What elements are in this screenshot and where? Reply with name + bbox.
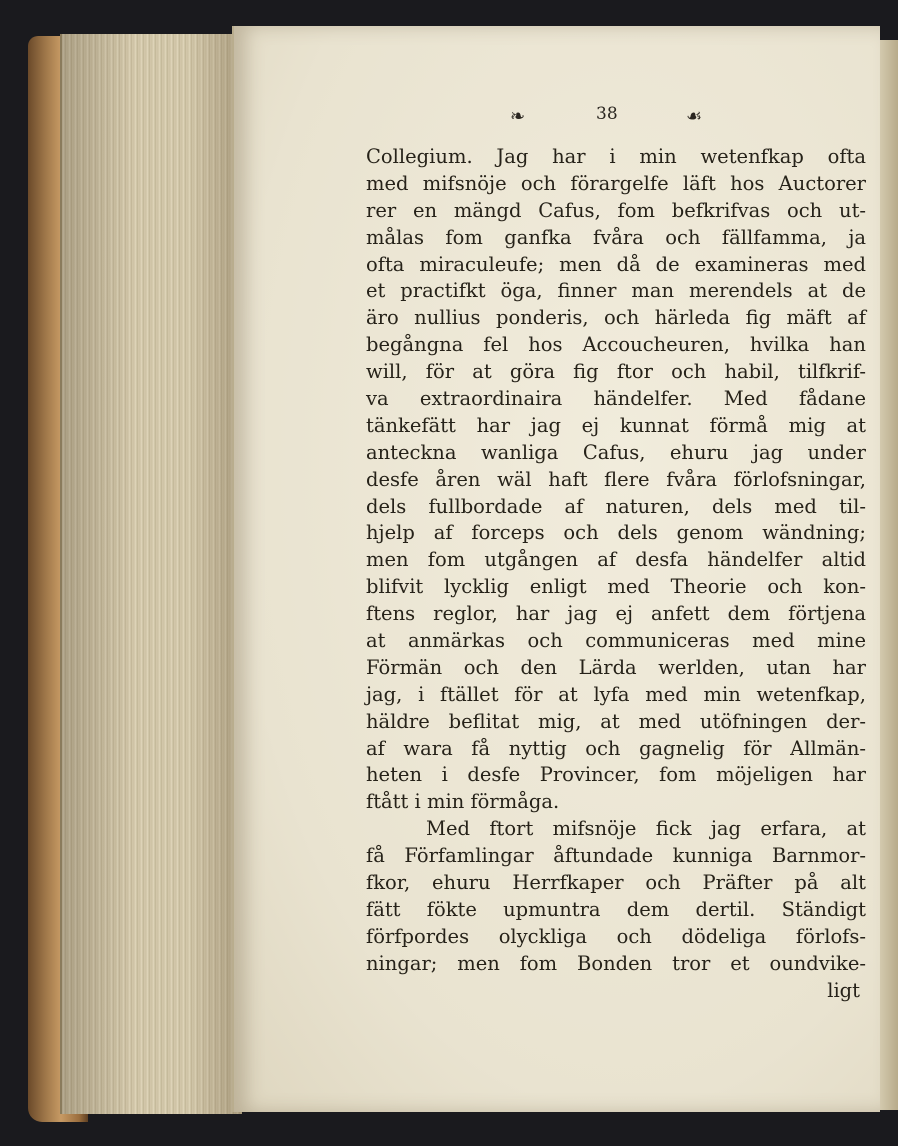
page-header bbox=[234, 104, 880, 134]
text-line: dels fullbordade af naturen, dels med til- bbox=[366, 494, 866, 518]
text-line: af wara få nyttig och gagnelig för Allmän- bbox=[366, 736, 866, 760]
text-line: men fom utgången af desfa händelfer altid bbox=[366, 548, 866, 572]
ornament-right-icon: ☙ bbox=[686, 106, 703, 127]
text-line: ftått i min förmåga. bbox=[366, 790, 560, 814]
text-line: med mifsnöje och förargelfe läft hos Auctorer bbox=[366, 171, 866, 195]
text-line: rer en mängd Cafus, fom befkrifvas och ut- bbox=[366, 198, 866, 222]
text-line: will, för at göra fig ftor och habil, tilfkrif- bbox=[366, 360, 866, 384]
text-line: fätt fökte upmuntra dem dertil. Ständigt bbox=[366, 897, 866, 921]
text-line: Förmän och den Lärda werlden, utan har bbox=[366, 655, 866, 679]
text-line: förfpordes olyckliga och dödeliga förlofs- bbox=[366, 924, 866, 948]
text-line: målas fom ganfka fvåra och fällfamma, ja bbox=[366, 225, 866, 249]
body-text bbox=[366, 144, 866, 1005]
text-line: Collegium. Jag har i min wetenfkap ofta bbox=[366, 145, 866, 168]
text-line: Med ftort mifsnöje fick jag erfara, at bbox=[426, 817, 866, 841]
text-line: desfe åren wäl haft flere fvåra förlofsningar, bbox=[366, 467, 866, 491]
text-line: ofta miraculeufe; men då de examineras med bbox=[366, 252, 866, 276]
text-line: äro nullius ponderis, och härleda fig mäft af bbox=[366, 306, 866, 330]
text-line: begångna fel hos Accoucheuren, hvilka han bbox=[366, 333, 866, 357]
text-line: fkor, ehuru Herrfkaper och Präfter på alt bbox=[366, 871, 866, 895]
catchword: ligt bbox=[827, 978, 860, 1002]
page-number: 38 bbox=[596, 104, 618, 124]
text-line: jag, i ftället för at lyfa med min wetenfkap, bbox=[366, 682, 866, 706]
text-line: häldre beflitat mig, at med utöfningen der- bbox=[366, 709, 866, 733]
text-line: blifvit lycklig enligt med Theorie och kon- bbox=[366, 575, 866, 599]
text-line: va extraordinaira händelfer. Med fådane bbox=[366, 387, 866, 411]
text-line: at anmärkas och communiceras med mine bbox=[366, 629, 866, 653]
text-line: anteckna wanliga Cafus, ehuru jag under bbox=[366, 440, 866, 464]
text-line: et practifkt öga, finner man merendels at de bbox=[366, 279, 866, 303]
text-line: ftens reglor, har jag ej anfett dem förtjena bbox=[366, 602, 866, 626]
book-page bbox=[232, 26, 880, 1112]
ornament-left-icon: ❧ bbox=[510, 106, 526, 127]
text-line: ningar; men fom Bonden tror et oundvike- bbox=[366, 951, 866, 975]
text-line: heten i desfe Provincer, fom möjeligen har bbox=[366, 763, 866, 787]
text-line: hjelp af forceps och dels genom wändning; bbox=[366, 521, 866, 545]
text-line: få Förfamlingar åftundade kunniga Barnmor- bbox=[366, 844, 866, 868]
text-line: tänkefätt har jag ej kunnat förmå mig at bbox=[366, 413, 866, 437]
page-edges-stack bbox=[60, 34, 242, 1114]
